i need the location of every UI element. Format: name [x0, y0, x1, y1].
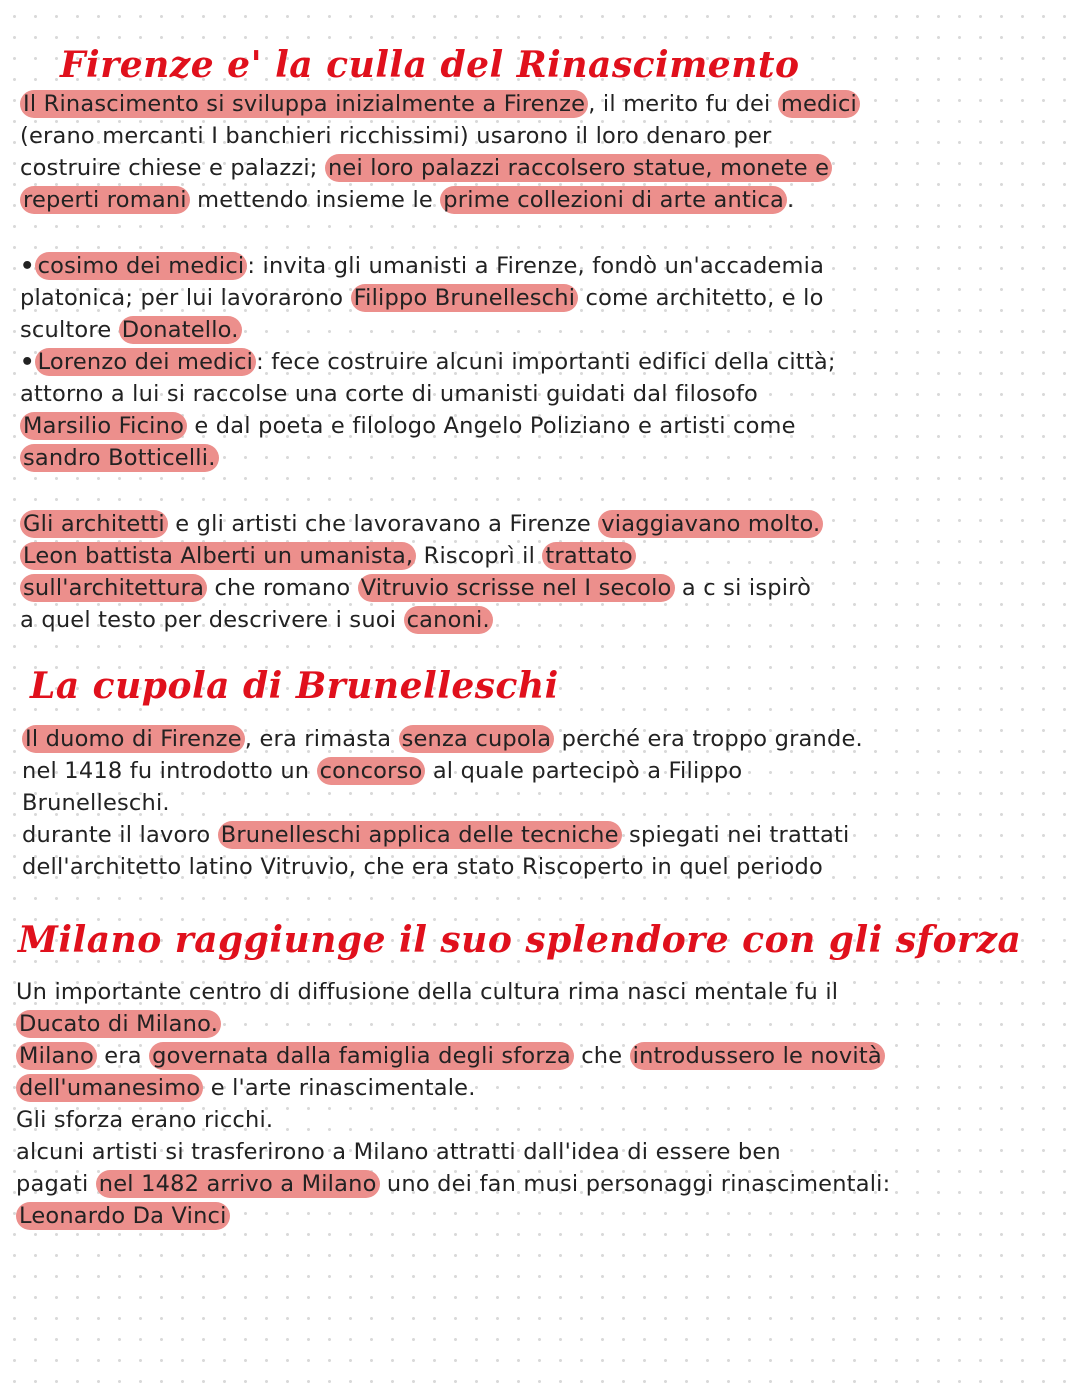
text-line: [22, 755, 1062, 787]
highlight: Vitruvio scrisse nel I secolo: [358, 574, 675, 602]
highlight: dell'umanesimo: [16, 1074, 203, 1102]
text: durante il lavoro: [22, 822, 218, 848]
text-line: [20, 250, 1060, 282]
highlight: sull'architettura: [20, 574, 207, 602]
text: che: [573, 1043, 630, 1069]
text-line: [20, 604, 1060, 636]
text: che romano: [207, 575, 358, 601]
text-line: dell'architetto latino Vitruvio, che era stato Riscoperto in quel periodo: [22, 854, 823, 880]
highlight: Leonardo Da Vinci: [16, 1202, 230, 1230]
highlight: cosimo dei medici: [35, 252, 248, 280]
text-line: [20, 508, 1060, 540]
text-line: [20, 410, 1060, 442]
text: , il merito fu dei: [588, 91, 778, 117]
text-line: [22, 723, 1062, 755]
text-line: Gli sforza erano ricchi.: [16, 1107, 274, 1133]
text: a c si ispirò: [674, 575, 812, 601]
highlight: medici: [778, 90, 860, 118]
highlight: nel 1482 arrivo a Milano: [96, 1170, 380, 1198]
highlight: Milano: [16, 1042, 97, 1070]
highlight: prime collezioni di arte antica: [440, 186, 787, 214]
highlight: viaggiavano molto.: [598, 510, 823, 538]
text-line: [16, 1040, 1056, 1072]
text: platonica; per lui lavorarono: [20, 285, 351, 311]
highlight: trattato: [542, 542, 635, 570]
text: nel 1418 fu introdotto un: [22, 758, 317, 784]
text: .: [787, 187, 795, 213]
paragraph-cupola: [22, 723, 1062, 883]
text: Riscoprì il: [416, 543, 543, 569]
text: e l'arte rinascimentale.: [203, 1075, 476, 1101]
bullet-icon: •: [20, 349, 35, 375]
text-line: (erano mercanti I banchieri ricchissimi) usarono il loro denaro per: [20, 123, 772, 149]
highlight: senza cupola: [399, 725, 555, 753]
text-line: [20, 314, 1060, 346]
highlight: governata dalla famiglia degli sforza: [149, 1042, 574, 1070]
text-line: [16, 1168, 1056, 1200]
text-line: alcuni artisti si trasferirono a Milano attratti dall'idea di essere ben: [16, 1139, 781, 1165]
text-line: [20, 88, 1060, 120]
text-line: [20, 572, 1060, 604]
text: come architetto, e lo: [578, 285, 824, 311]
section-heading-milano: Milano raggiunge il suo splendore con gli sforza: [18, 919, 1022, 961]
paragraph-firenze-medici: [20, 88, 1060, 216]
highlight: Lorenzo dei medici: [35, 348, 257, 376]
highlight: Ducato di Milano.: [16, 1010, 221, 1038]
text: al quale partecipò a Filippo: [425, 758, 743, 784]
highlight: sandro Botticelli.: [20, 444, 219, 472]
text: scultore: [20, 317, 119, 343]
highlight: nei loro palazzi raccolsero statue, monete e: [325, 154, 832, 182]
text: : fece costruire alcuni importanti edifici della città;: [256, 349, 836, 375]
highlight: introdussero le novità: [630, 1042, 885, 1070]
text-line: [20, 442, 1060, 474]
highlight: Il duomo di Firenze: [22, 725, 245, 753]
text: uno dei fan musi personaggi rinascimentali:: [379, 1171, 891, 1197]
text-line: Un importante centro di diffusione della cultura rima nasci mentale fu il: [16, 979, 839, 1005]
highlight: Marsilio Ficino: [20, 412, 187, 440]
text-line: [22, 819, 1062, 851]
text: mettendo insieme le: [189, 187, 441, 213]
highlight: Leon battista Alberti un umanista,: [20, 542, 416, 570]
section-heading-cupola: La cupola di Brunelleschi: [30, 665, 559, 707]
text-line: [20, 540, 1060, 572]
text-line: [16, 1200, 1056, 1232]
text: costruire chiese e palazzi;: [20, 155, 325, 181]
text: era: [96, 1043, 150, 1069]
bullet-icon: •: [20, 253, 35, 279]
highlight: Filippo Brunelleschi: [351, 284, 579, 312]
highlight: Il Rinascimento si sviluppa inizialmente a Firenze: [20, 90, 588, 118]
text-line: [16, 1072, 1056, 1104]
highlight: Brunelleschi applica delle tecniche: [218, 821, 622, 849]
text-line: attorno a lui si raccolse una corte di umanisti guidati dal filosofo: [20, 381, 759, 407]
highlight: Gli architetti: [20, 510, 168, 538]
highlight: canoni.: [404, 606, 493, 634]
text-line: [20, 152, 1060, 184]
text: pagati: [16, 1171, 96, 1197]
highlight: reperti romani: [20, 186, 190, 214]
text: : invita gli umanisti a Firenze, fondò un'accademia: [247, 253, 825, 279]
paragraph-architetti: [20, 508, 1060, 636]
text: perché era troppo grande.: [554, 726, 863, 752]
text: e dal poeta e filologo Angelo Poliziano e artisti come: [187, 413, 796, 439]
section-heading-firenze: Firenze e' la culla del Rinascimento: [60, 44, 800, 86]
text: spiegati nei trattati: [621, 822, 850, 848]
text-line: [20, 346, 1060, 378]
text-line: Brunelleschi.: [22, 790, 170, 816]
paragraph-milano: [16, 976, 1056, 1232]
text: e gli artisti che lavoravano a Firenze: [167, 511, 599, 537]
paragraph-cosimo-lorenzo: [20, 250, 1060, 474]
text-line: [20, 184, 1060, 216]
text: , era rimasta: [244, 726, 399, 752]
text: a quel testo per descrivere i suoi: [20, 607, 404, 633]
text-line: [20, 282, 1060, 314]
highlight: concorso: [317, 757, 426, 785]
text-line: [16, 1008, 1056, 1040]
highlight: Donatello.: [119, 316, 242, 344]
